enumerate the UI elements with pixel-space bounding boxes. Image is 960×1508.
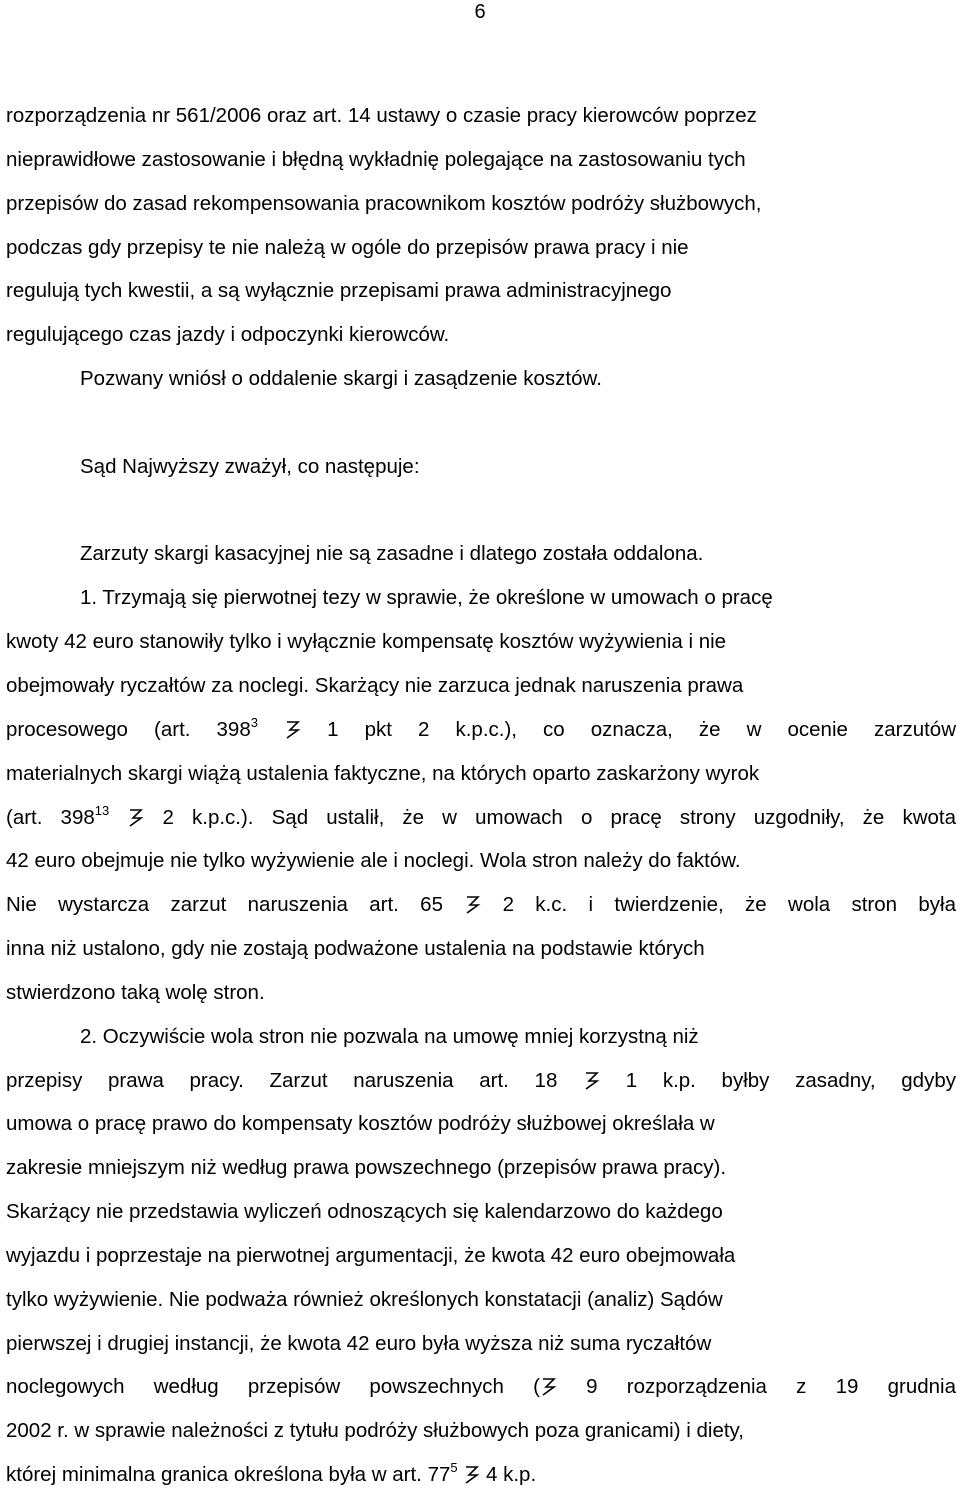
text-line: obejmowały ryczałtów za noclegi. Skarżący nie zarzuca jednak naruszenia prawa <box>6 673 744 697</box>
page-number: 6 <box>474 1 486 23</box>
section-sign-icon <box>284 719 301 739</box>
text-fragment: przepisy prawa pracy. Zarzut naruszenia art. 18 <box>6 1068 558 1092</box>
text-fragment: 2 k.p.c.). Sąd ustalił, że w umowach o pracę strony uzgodniły, że kwota <box>162 805 957 829</box>
text-fragment: procesowego (art. 398 <box>6 717 251 741</box>
text-line: stwierdzono taką wolę stron. <box>6 980 265 1004</box>
superscript: 5 <box>450 1460 458 1476</box>
text-fragment: noclegowych według przepisów powszechnych ( <box>6 1375 540 1399</box>
spacer <box>6 489 956 533</box>
text-line: 42 euro obejmuje nie tylko wyżywienie ale i noclegi. Wola stron należy do faktów. <box>6 849 741 873</box>
section-sign-icon <box>464 894 481 914</box>
paragraph-point-2 <box>6 1015 956 1497</box>
text-line: regulującego czas jazdy i odpoczynki kierowców. <box>6 323 450 347</box>
paragraph-point-1 <box>6 576 956 1014</box>
text-line: zakresie mniejszym niż według prawa powszechnego (przepisów prawa pracy). <box>6 1156 727 1180</box>
text-fragment: 9 rozporządzenia z 19 grudnia <box>586 1375 956 1399</box>
paragraph-defendant <box>6 357 956 401</box>
text-line: Sąd Najwyższy zważył, co następuje: <box>80 454 420 478</box>
text-fragment: Nie wystarcza zarzut naruszenia art. 65 <box>6 893 443 917</box>
text-line <box>6 1059 956 1103</box>
text-line: 1. Trzymają się pierwotnej tezy w sprawie, że określone w umowach o pracę <box>80 586 773 610</box>
superscript: 13 <box>94 802 110 818</box>
text-line: Zarzuty skargi kasacyjnej nie są zasadne i dlatego została oddalona. <box>80 542 704 566</box>
section-sign-icon <box>463 1464 480 1484</box>
text-line <box>6 796 956 840</box>
text-line: nieprawidłowe zastosowanie i błędną wykładnię polegające na zastosowaniu tych <box>6 147 746 171</box>
text-fragment: (art. 398 <box>6 805 95 829</box>
text-line <box>6 708 956 752</box>
text-line: materialnych skargi wiążą ustalenia faktyczne, na których oparto zaskarżony wyrok <box>6 761 760 785</box>
text-fragment: 1 k.p. byłby zasadny, gdyby <box>625 1068 956 1092</box>
text-line: pierwszej i drugiej instancji, że kwota 42 euro była wyższa niż suma ryczałtów <box>6 1331 712 1355</box>
superscript: 3 <box>250 714 258 730</box>
text-line: umowa o pracę prawo do kompensaty kosztów podróży służbowej określała w <box>6 1112 715 1136</box>
section-sign-icon <box>583 1070 600 1090</box>
paragraph-dismissed <box>6 532 956 576</box>
text-line: wyjazdu i poprzestaje na pierwotnej argumentacji, że kwota 42 euro obejmowała <box>6 1243 736 1267</box>
text-fragment: 4 k.p. <box>486 1463 537 1487</box>
paragraph-complaint <box>6 94 956 357</box>
text-line: inna niż ustalono, gdy nie zostają podważone ustalenia na podstawie których <box>6 937 705 961</box>
text-line: 2. Oczywiście wola stron nie pozwala na umowę mniej korzystną niż <box>80 1024 699 1048</box>
text-line: 2002 r. w sprawie należności z tytułu podróży służbowych poza granicami) i diety, <box>6 1419 744 1443</box>
text-fragment: 1 pkt 2 k.p.c.), co oznacza, że w ocenie zarzutów <box>327 717 957 741</box>
text-line: przepisów do zasad rekompensowania pracownikom kosztów podróży służbowych, <box>6 191 762 215</box>
text-line: Pozwany wniósł o oddalenie skargi i zasądzenie kosztów. <box>80 367 602 391</box>
text-line: podczas gdy przepisy te nie należą w ogóle do przepisów prawa pracy i nie <box>6 235 689 259</box>
text-line: regulują tych kwestii, a są wyłącznie przepisami prawa administracyjnego <box>6 279 672 303</box>
text-line <box>6 883 956 927</box>
text-line: Skarżący nie przedstawia wyliczeń odnoszących się kalendarzowo do każdego <box>6 1200 723 1224</box>
text-line: tylko wyżywienie. Nie podważa również określonych konstatacji (analiz) Sądów <box>6 1287 723 1311</box>
text-line <box>6 1453 956 1497</box>
text-fragment: 2 k.c. i twierdzenie, że wola stron była <box>502 893 956 917</box>
section-sign-icon <box>127 807 144 827</box>
text-line: rozporządzenia nr 561/2006 oraz art. 14 ustawy o czasie pracy kierowców poprzez <box>6 104 757 127</box>
section-sign-icon <box>540 1376 557 1396</box>
text-fragment: której minimalna granica określona była w art. 77 <box>6 1463 451 1487</box>
spacer <box>6 401 956 445</box>
text-line <box>6 1365 956 1409</box>
text-line: kwoty 42 euro stanowiły tylko i wyłącznie kompensatę kosztów wyżywienia i nie <box>6 630 727 654</box>
heading-court-considered <box>6 445 956 489</box>
document-body <box>6 94 956 1497</box>
